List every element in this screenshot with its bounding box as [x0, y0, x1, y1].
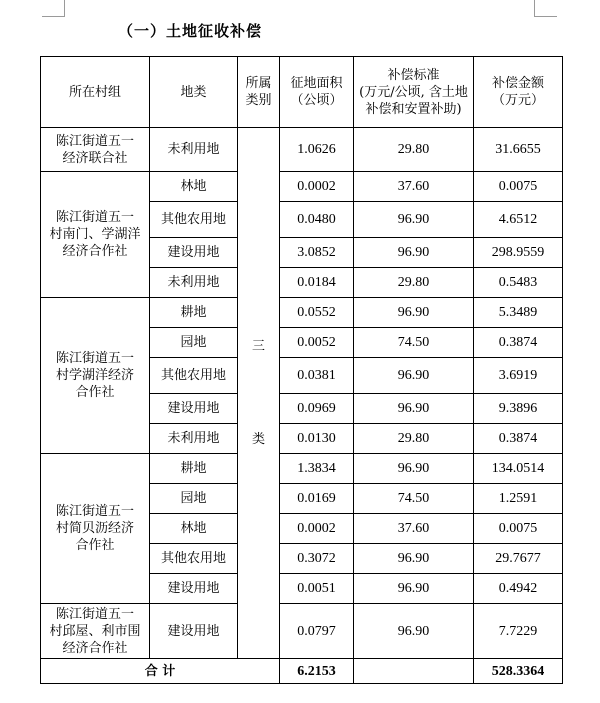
area-cell: 0.0552 — [280, 298, 354, 328]
header-land-type: 地类 — [150, 57, 238, 128]
land-type-cell: 林地 — [150, 172, 238, 202]
amount-cell: 7.7229 — [474, 604, 563, 659]
standard-cell: 37.60 — [354, 514, 474, 544]
standard-cell: 96.90 — [354, 544, 474, 574]
header-category: 所属 类别 — [238, 57, 280, 128]
standard-cell: 74.50 — [354, 328, 474, 358]
page-corner-mark-left — [42, 0, 65, 17]
land-type-cell: 建设用地 — [150, 238, 238, 268]
standard-cell: 96.90 — [354, 604, 474, 659]
standard-cell: 37.60 — [354, 172, 474, 202]
standard-cell: 96.90 — [354, 202, 474, 238]
amount-cell: 9.3896 — [474, 394, 563, 424]
standard-cell: 96.90 — [354, 454, 474, 484]
area-cell: 0.0381 — [280, 358, 354, 394]
standard-cell: 29.80 — [354, 268, 474, 298]
land-type-cell: 其他农用地 — [150, 358, 238, 394]
land-type-cell: 建设用地 — [150, 604, 238, 659]
amount-cell: 4.6512 — [474, 202, 563, 238]
area-cell: 0.3072 — [280, 544, 354, 574]
standard-cell: 74.50 — [354, 484, 474, 514]
standard-cell: 96.90 — [354, 394, 474, 424]
amount-cell: 1.2591 — [474, 484, 563, 514]
amount-cell: 0.0075 — [474, 514, 563, 544]
amount-cell: 3.6919 — [474, 358, 563, 394]
table-row — [41, 454, 563, 484]
area-cell: 0.0130 — [280, 424, 354, 454]
area-cell: 0.0002 — [280, 514, 354, 544]
standard-cell: 96.90 — [354, 358, 474, 394]
village-cell: 陈江街道五一 村邱屋、利市围 经济合作社 — [41, 604, 150, 659]
land-type-cell: 耕地 — [150, 454, 238, 484]
header-amount: 补偿金额 （万元） — [474, 57, 563, 128]
standard-cell: 96.90 — [354, 574, 474, 604]
standard-cell: 96.90 — [354, 238, 474, 268]
table-row — [41, 604, 563, 659]
area-cell: 0.0052 — [280, 328, 354, 358]
area-cell: 0.0969 — [280, 394, 354, 424]
land-type-cell: 耕地 — [150, 298, 238, 328]
total-standard-empty — [354, 659, 474, 684]
village-cell: 陈江街道五一 村简贝沥经济 合作社 — [41, 454, 150, 604]
land-type-cell: 未利用地 — [150, 128, 238, 172]
table-header-row — [41, 57, 563, 128]
amount-cell: 29.7677 — [474, 544, 563, 574]
land-type-cell: 园地 — [150, 484, 238, 514]
standard-cell: 96.90 — [354, 298, 474, 328]
area-cell: 1.3834 — [280, 454, 354, 484]
compensation-table — [40, 56, 563, 684]
header-area: 征地面积 （公顷） — [280, 57, 354, 128]
area-cell: 0.0480 — [280, 202, 354, 238]
area-cell: 0.0169 — [280, 484, 354, 514]
area-cell: 0.0051 — [280, 574, 354, 604]
amount-cell: 0.4942 — [474, 574, 563, 604]
total-area: 6.2153 — [280, 659, 354, 684]
header-village: 所在村组 — [41, 57, 150, 128]
amount-cell: 31.6655 — [474, 128, 563, 172]
area-cell: 1.0626 — [280, 128, 354, 172]
standard-cell: 29.80 — [354, 424, 474, 454]
total-label: 合 计 — [41, 659, 280, 684]
table-row — [41, 172, 563, 202]
amount-cell: 0.5483 — [474, 268, 563, 298]
area-cell: 0.0184 — [280, 268, 354, 298]
amount-cell: 5.3489 — [474, 298, 563, 328]
amount-cell: 0.0075 — [474, 172, 563, 202]
amount-cell: 0.3874 — [474, 328, 563, 358]
table-row — [41, 128, 563, 172]
land-type-cell: 建设用地 — [150, 394, 238, 424]
table-row — [41, 298, 563, 328]
standard-cell: 29.80 — [354, 128, 474, 172]
amount-cell: 134.0514 — [474, 454, 563, 484]
land-type-cell: 其他农用地 — [150, 202, 238, 238]
land-type-cell: 未利用地 — [150, 268, 238, 298]
header-standard: 补偿标准 (万元/公顷, 含土地 补偿和安置补助) — [354, 57, 474, 128]
land-type-cell: 林地 — [150, 514, 238, 544]
area-cell: 0.0002 — [280, 172, 354, 202]
village-cell: 陈江街道五一 村学湖洋经济 合作社 — [41, 298, 150, 454]
total-amount: 528.3364 — [474, 659, 563, 684]
section-title: （一）土地征收补偿 — [118, 22, 263, 40]
amount-cell: 298.9559 — [474, 238, 563, 268]
page-corner-mark-right — [534, 0, 557, 17]
amount-cell: 0.3874 — [474, 424, 563, 454]
village-cell: 陈江街道五一 村南门、学湖洋 经济合作社 — [41, 172, 150, 298]
land-type-cell: 建设用地 — [150, 574, 238, 604]
area-cell: 3.0852 — [280, 238, 354, 268]
area-cell: 0.0797 — [280, 604, 354, 659]
land-type-cell: 园地 — [150, 328, 238, 358]
land-type-cell: 其他农用地 — [150, 544, 238, 574]
total-row — [41, 659, 563, 684]
category-cell: 三 类 — [238, 128, 280, 659]
village-cell: 陈江街道五一 经济联合社 — [41, 128, 150, 172]
land-type-cell: 未利用地 — [150, 424, 238, 454]
